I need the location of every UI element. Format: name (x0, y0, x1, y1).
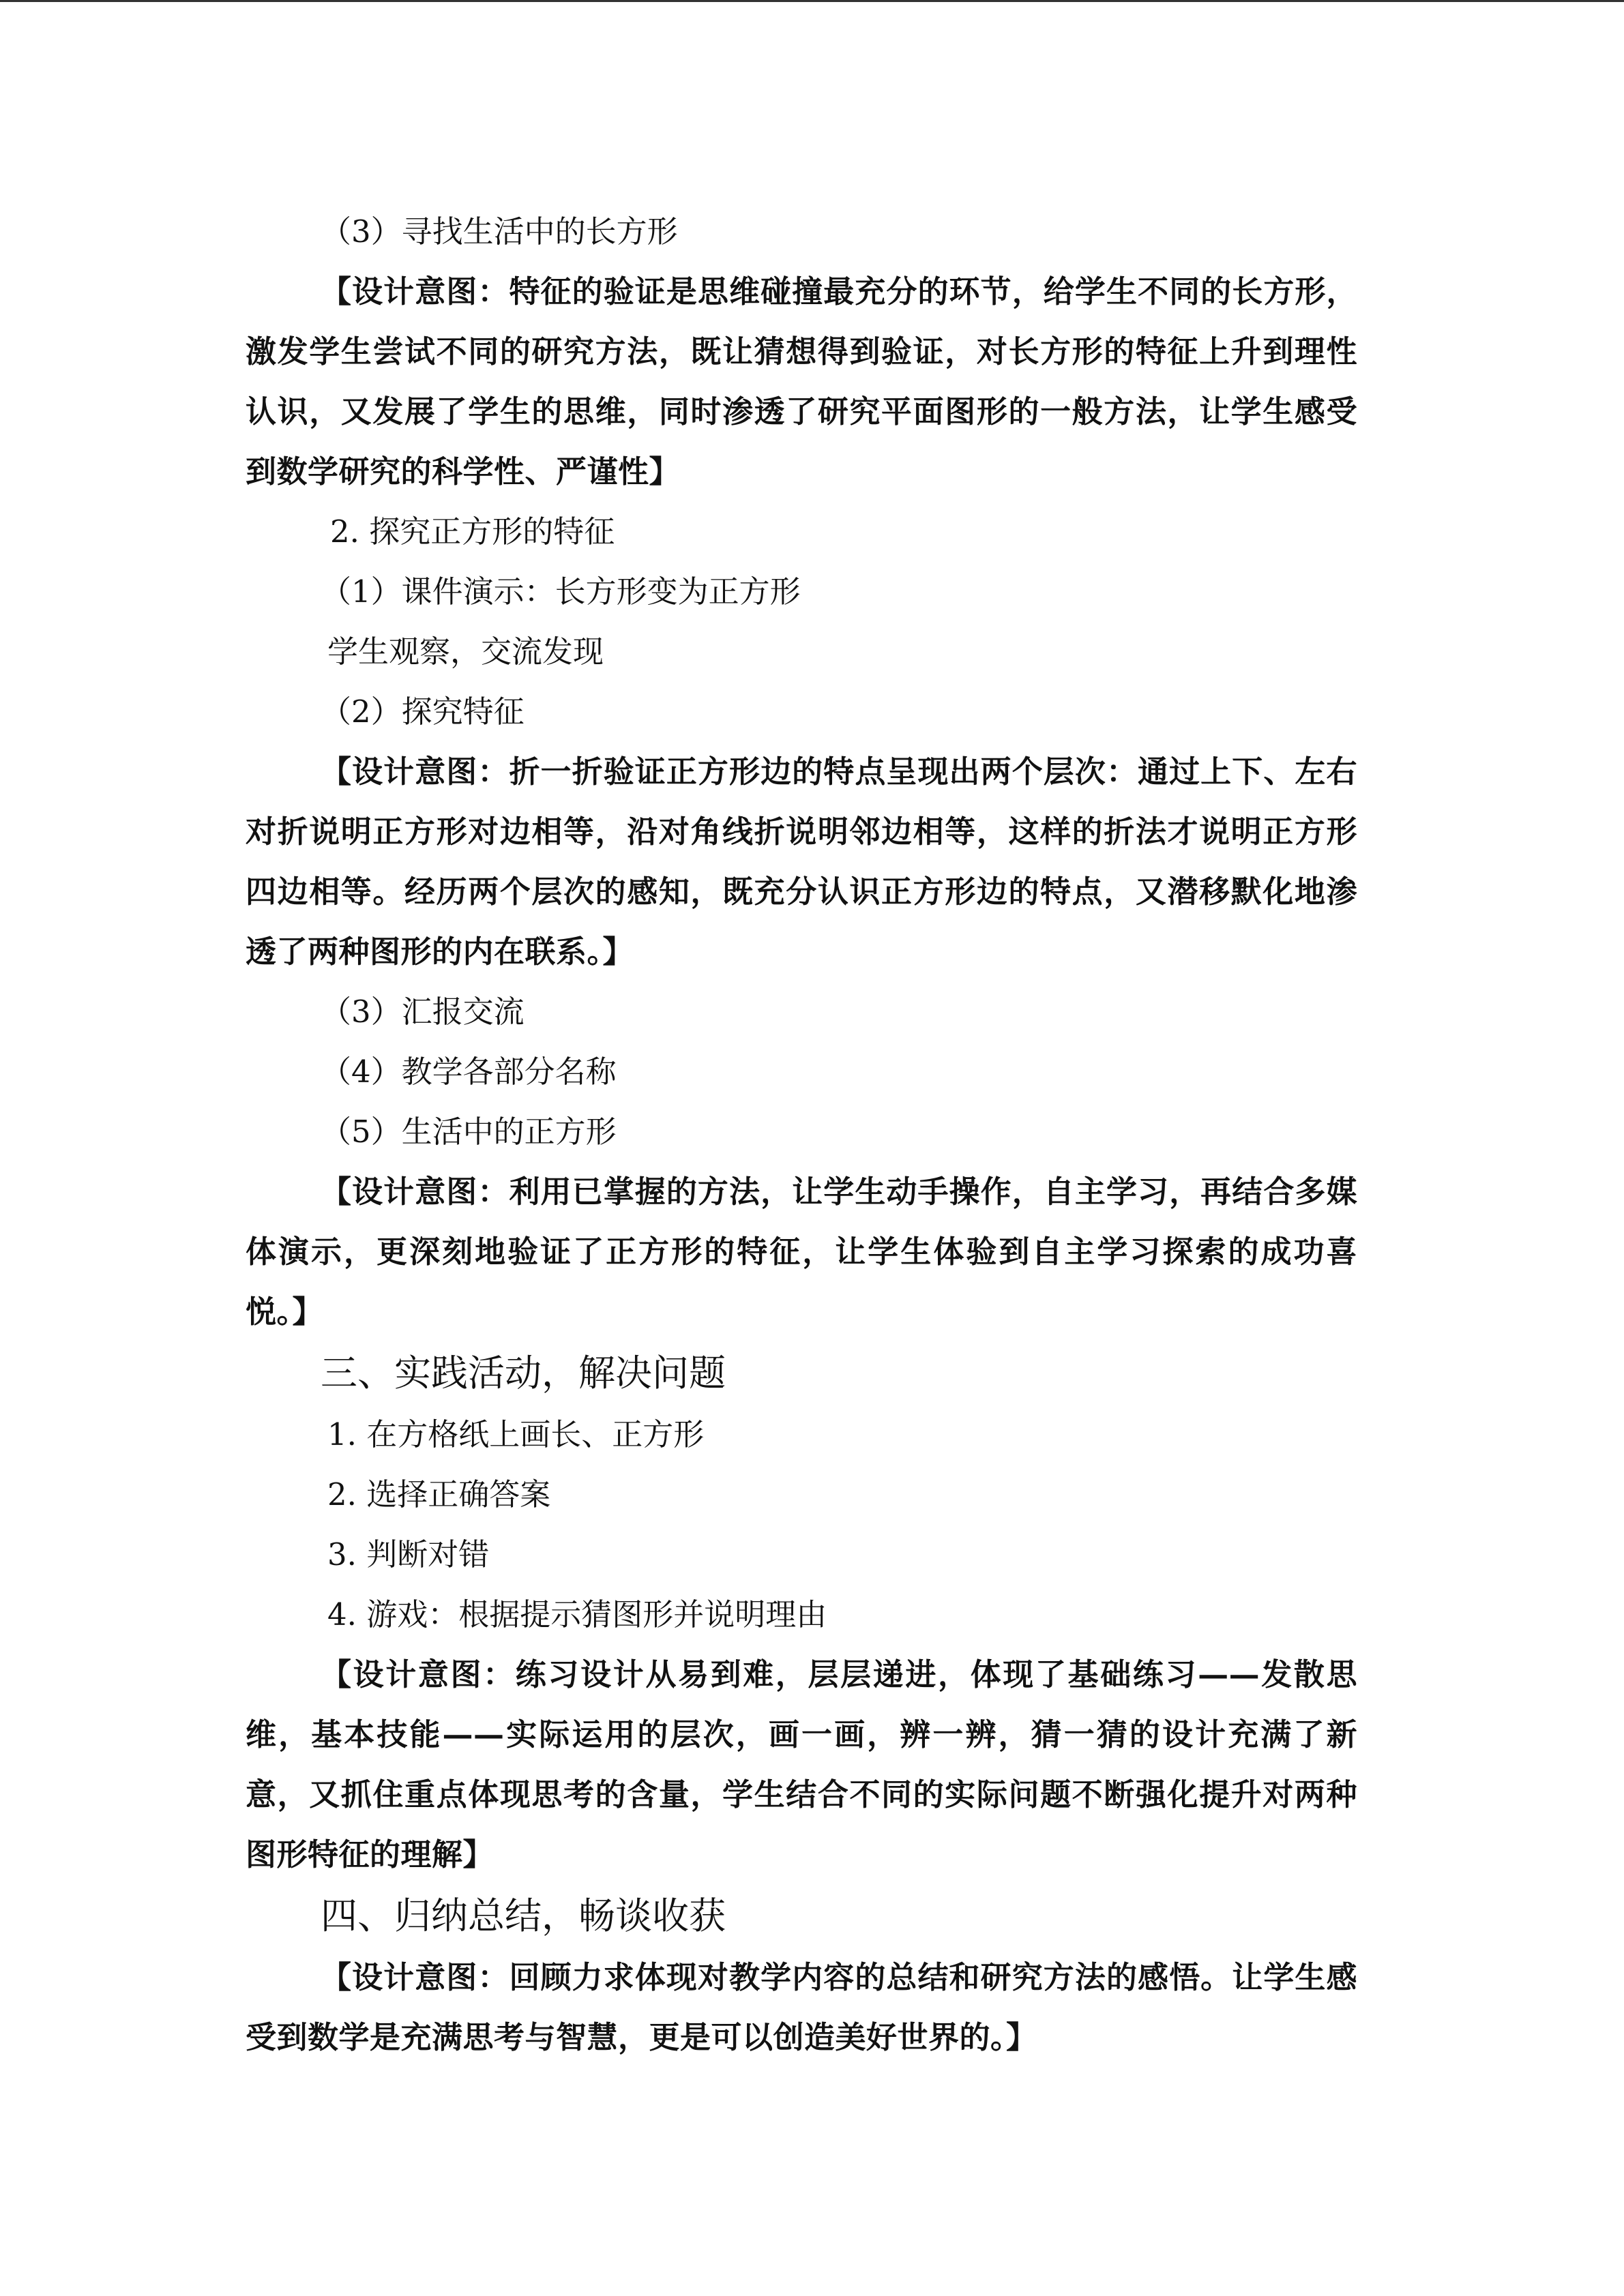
design-intent-paragraph: 【设计意图：练习设计从易到难，层层递进，体现了基础练习——发散思维，基本技能——实际运用的层次，画一画，辨一辨，猜一猜的设计充满了新意，又抓住重点体现思考的含量，学生结合不同的实际问题不断强化提升对两种图形特征的理解】 (246, 1656, 1357, 1873)
list-item-draw-shapes: 1. 在方格纸上画长、正方形 (327, 1416, 705, 1452)
design-intent-paragraph: 【设计意图：特征的验证是思维碰撞最充分的环节，给学生不同的长方形，激发学生尝试不同的研究方法，既让猜想得到验证，对长方形的特征上升到理性认识，又发展了学生的思维，同时渗透了研究平面图形的一般方法，让学生感受到数学研究的科学性、严谨性】 (246, 273, 1357, 490)
design-intent-paragraph: 【设计意图：折一折验证正方形边的特点呈现出两个层次：通过上下、左右对折说明正方形对边相等，沿对角线折说明邻边相等，这样的折法才说明正方形四边相等。经历两个层次的感知，既充分认识正方形边的特点，又潜移默化地渗透了两种图形的内在联系。】 (246, 754, 1357, 970)
list-item-true-false: 3. 判断对错 (327, 1536, 490, 1572)
document-body (246, 202, 1357, 2068)
list-item-squares-in-life: （5）生活中的正方形 (321, 1114, 617, 1150)
list-item-part-names: （4）教学各部分名称 (321, 1054, 617, 1090)
design-intent-paragraph: 【设计意图：利用已掌握的方法，让学生动手操作，自主学习，再结合多媒体演示，更深刻地验证了正方形的特征，让学生体验到自主学习探索的成功喜悦。】 (246, 1174, 1357, 1330)
section-item-square-features: 2. 探究正方形的特征 (330, 513, 615, 550)
section-heading-summary: 四、归纳总结，畅谈收获 (321, 1894, 726, 1937)
list-item-courseware-demo: （1）课件演示：长方形变为正方形 (321, 573, 801, 610)
list-item-choose-answer: 2. 选择正确答案 (327, 1476, 551, 1512)
design-intent-paragraph: 【设计意图：回顾力求体现对教学内容的总结和研究方法的感悟。让学生感受到数学是充满思考与智慧，更是可以创造美好世界的。】 (246, 1959, 1357, 2055)
list-item-find-rectangles: （3）寻找生活中的长方形 (321, 213, 678, 250)
list-item-guess-game: 4. 游戏：根据提示猜图形并说明理由 (327, 1596, 827, 1632)
top-border-line (0, 0, 1624, 2)
list-item-explore-features: （2）探究特征 (321, 694, 525, 730)
list-item-report-exchange: （3）汇报交流 (321, 994, 525, 1030)
list-item-student-observe: 学生观察，交流发现 (327, 633, 604, 670)
section-heading-practice: 三、实践活动，解决问题 (321, 1352, 726, 1395)
